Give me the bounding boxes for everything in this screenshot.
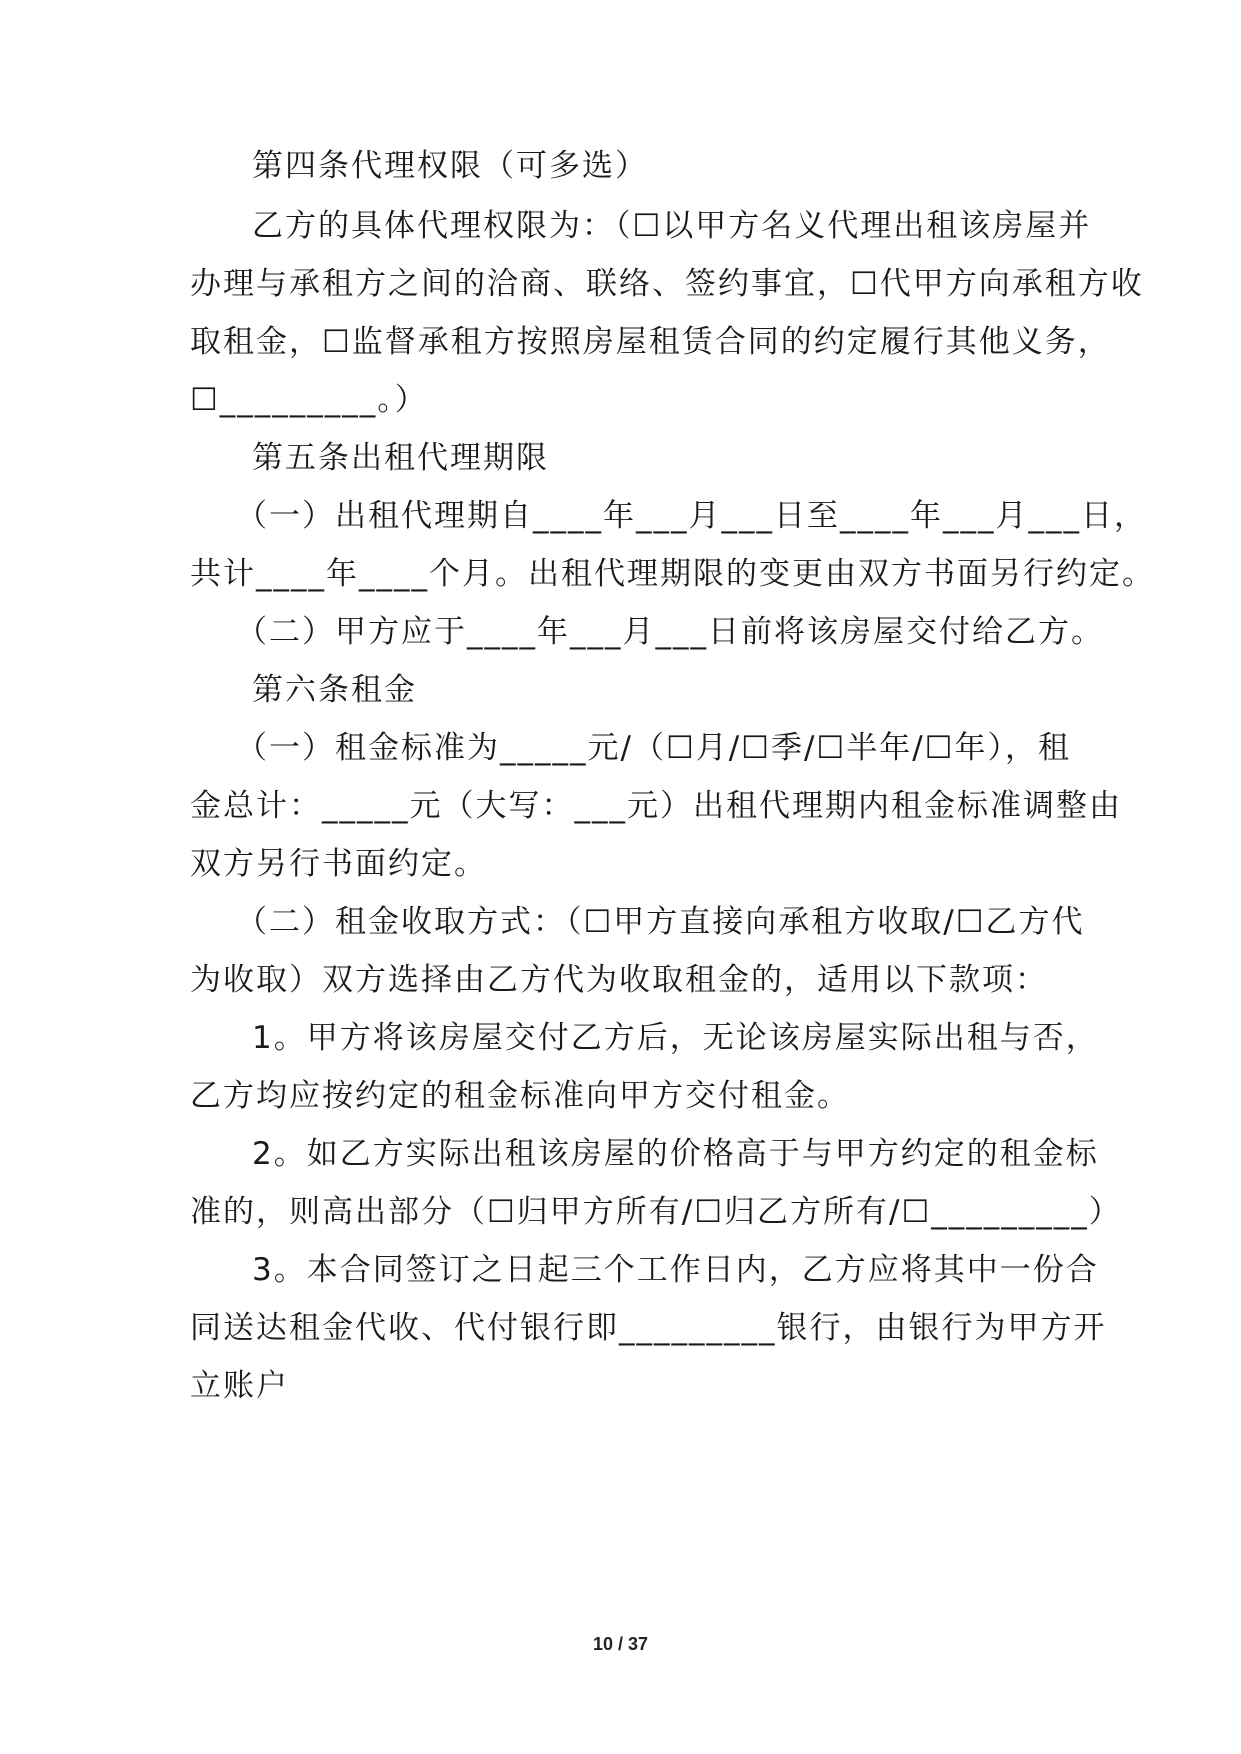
paragraph-line: 立账户 (190, 1368, 289, 1404)
clause-3-line: 3。本合同签订之日起三个工作日内，乙方应将其中一份合 (252, 1252, 1099, 1288)
paragraph-line: 为收取）双方选择由乙方代为收取租金的，适用以下款项： (190, 962, 1048, 998)
clause-2-line: 2。如乙方实际出租该房屋的价格高于与甲方约定的租金标 (252, 1136, 1099, 1172)
paragraph-line: 共计____年____个月。出租代理期限的变更由双方书面另行约定。 (190, 556, 1155, 592)
paragraph-line: 办理与承租方之间的洽商、联络、签约事宜，☐代甲方向承租方收 (190, 266, 1144, 302)
article-6-heading: 第六条租金 (252, 672, 417, 708)
paragraph-line: （二）甲方应于____年___月___日前将该房屋交付给乙方。 (236, 614, 1104, 650)
article-5-heading: 第五条出租代理期限 (252, 440, 549, 476)
paragraph-line: （一）租金标准为_____元/（☐月/☐季/☐半年/☐年），租 (236, 730, 1071, 766)
page-number: 10 / 37 (592, 1634, 649, 1654)
paragraph-line: 准的，则高出部分（☐归甲方所有/☐归乙方所有/☐_________） (190, 1194, 1122, 1230)
paragraph-line: 同送达租金代收、代付银行即_________银行，由银行为甲方开 (190, 1310, 1107, 1346)
clause-1-line: 1。甲方将该房屋交付乙方后，无论该房屋实际出租与否， (252, 1020, 1099, 1056)
article-4-heading: 第四条代理权限（可多选） (252, 148, 648, 184)
paragraph-line: （二）租金收取方式：（☐甲方直接向承租方收取/☐乙方代 (236, 904, 1085, 940)
paragraph-line: 乙方的具体代理权限为：（☐以甲方名义代理出租该房屋并 (252, 208, 1092, 244)
paragraph-line: 金总计：_____元（大写：___元）出租代理期内租金标准调整由 (190, 788, 1122, 824)
paragraph-line: （一）出租代理期自____年___月___日至____年___月___日， (236, 498, 1147, 534)
paragraph-line: 乙方均应按约定的租金标准向甲方交付租金。 (190, 1078, 850, 1114)
paragraph-line: 双方另行书面约定。 (190, 846, 487, 882)
paragraph-line: 取租金，☐监督承租方按照房屋租赁合同的约定履行其他义务， (190, 324, 1111, 360)
paragraph-line: ☐_________。） (190, 382, 428, 418)
